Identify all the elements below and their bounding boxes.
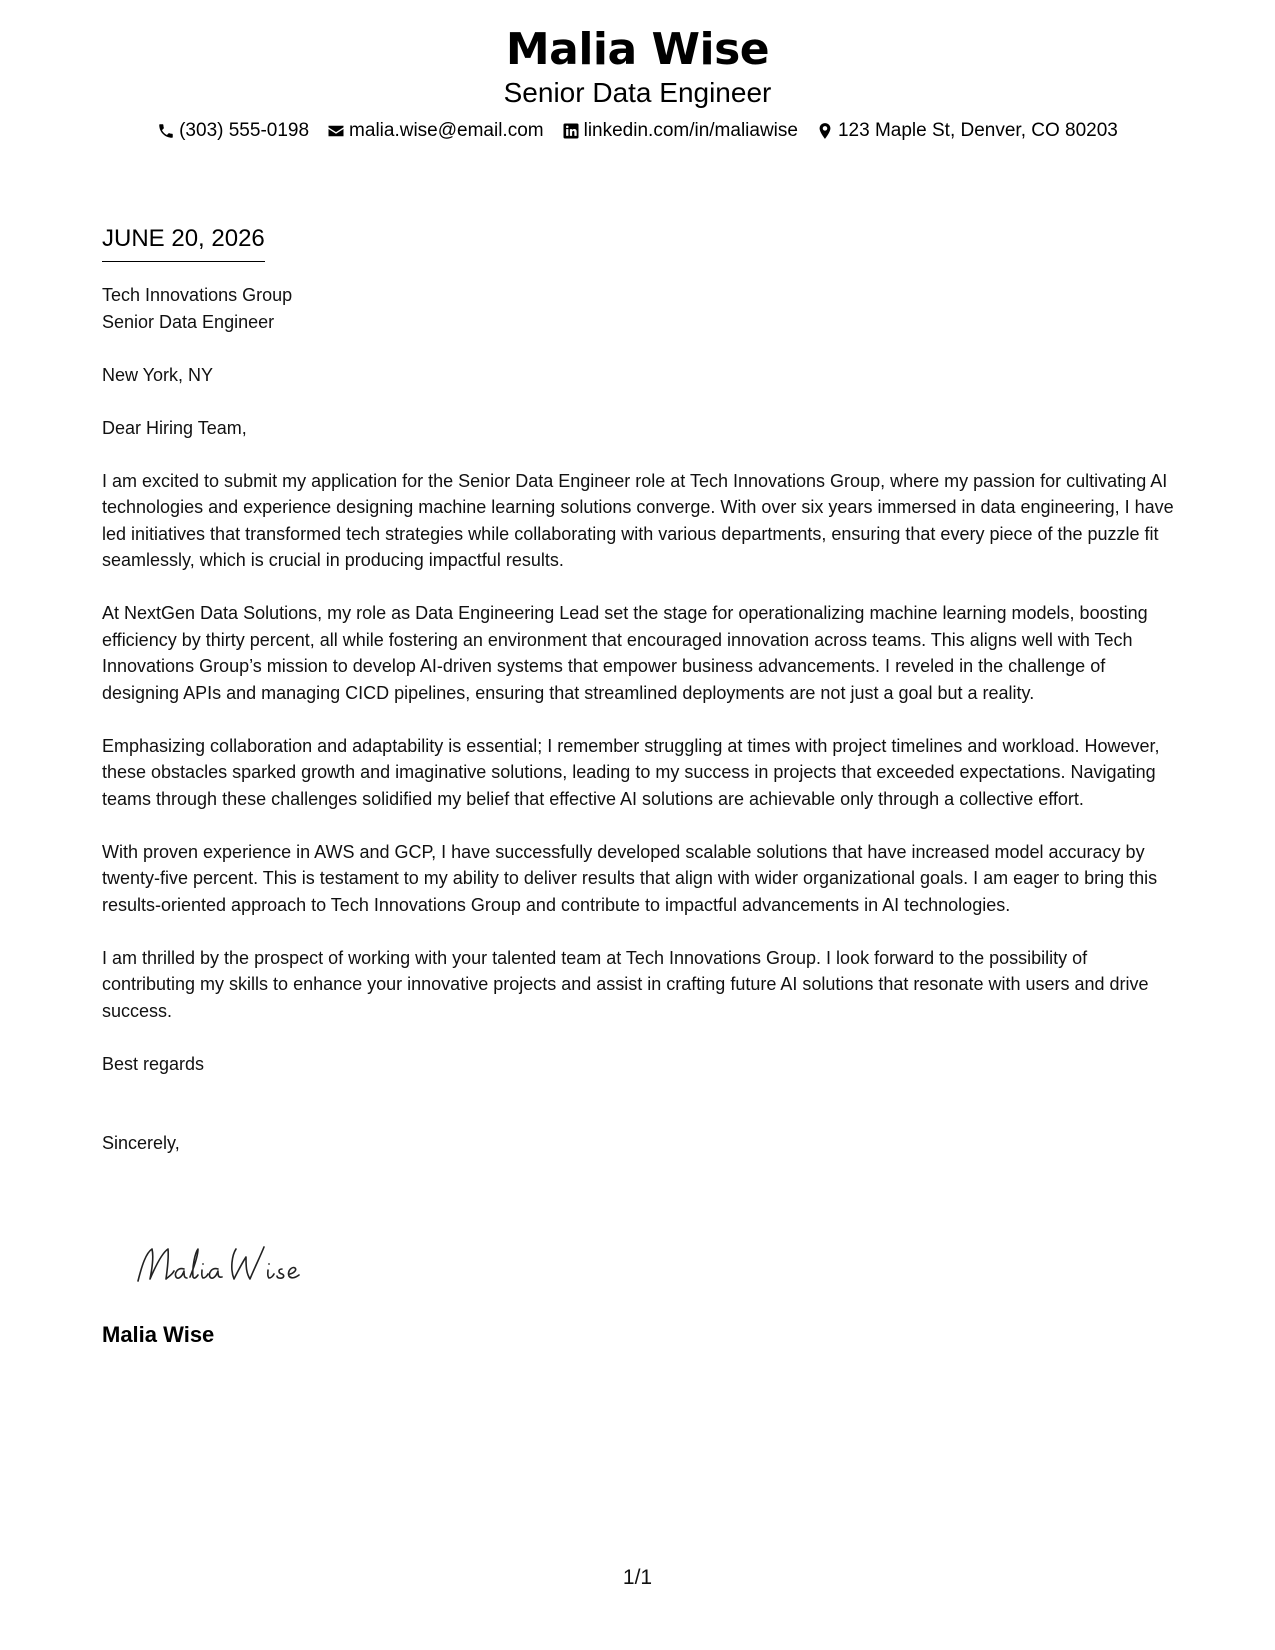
phone-text: (303) 555-0198 — [179, 120, 310, 141]
map-marker-icon — [816, 122, 834, 140]
body-paragraph: I am excited to submit my application for the Senior Data Engineer role at Tech Innovations Group, where my passion for cultivating AI technologies and experience designing machine learning solutions converge. With over six years immersed in data engineering, I have led initiatives that transformed tech strategies while collaborating with various departments, ensuring that every piece of the puzzle fit seamlessly, which is crucial in producing impactful results. — [102, 470, 1174, 570]
contact-address — [816, 118, 1118, 144]
contact-phone — [157, 118, 309, 144]
applicant-title: Senior Data Engineer — [503, 77, 772, 108]
recipient-role: Senior Data Engineer — [102, 311, 275, 332]
page-number: 1/1 — [622, 1566, 653, 1589]
letter-header — [0, 22, 1275, 144]
recipient-company: Tech Innovations Group — [102, 285, 293, 305]
body-paragraph: I am thrilled by the prospect of working with your talented team at Tech Innovations Group. I look forward to the possibility of contributing my skills to enhance your innovative projects and assist in crafting future AI solutions that resonate with users and drive success. — [102, 947, 1149, 1021]
envelope-icon — [327, 122, 345, 140]
handwritten-signature — [132, 1235, 332, 1295]
recipient-location: New York, NY — [102, 364, 214, 385]
contact-linkedin — [562, 118, 798, 144]
letter-date: JUNE 20, 2026 — [102, 223, 265, 262]
closing: Best regards — [102, 1053, 205, 1074]
sign-off: Sincerely, — [102, 1133, 180, 1153]
signer-name: Malia Wise — [102, 1322, 215, 1347]
phone-icon — [157, 122, 175, 140]
linkedin-icon — [562, 122, 580, 140]
signature-graphic — [132, 1235, 332, 1295]
salutation: Dear Hiring Team, — [102, 417, 247, 438]
linkedin-text: linkedin.com/in/maliawise — [583, 120, 798, 141]
body-paragraph: At NextGen Data Solutions, my role as Data Engineering Lead set the stage for operationalizing machine learning models, boosting efficiency by thirty percent, all while fostering an environment that encouraged innovation across teams. This aligns well with Tech Innovations Group’s mission to develop AI-driven systems that empower business advancements. I reveled in the challenge of designing APIs and managing CICD pipelines, ensuring that streamlined deployments are not just a goal but a reality. — [102, 603, 1148, 703]
contact-info — [0, 118, 1275, 144]
recipient-block — [102, 282, 1182, 335]
applicant-name: Malia Wise — [505, 24, 770, 75]
email-text: malia.wise@email.com — [349, 120, 544, 141]
contact-email — [327, 118, 544, 144]
address-text: 123 Maple St, Denver, CO 80203 — [837, 120, 1118, 141]
body-paragraph: Emphasizing collaboration and adaptability is essential; I remember struggling at times with project timelines and workload. However, these obstacles sparked growth and imaginative solutions, leading to my success in projects that exceeded expectations. Navigating teams through these challenges solidified my belief that effective AI solutions are achievable only through a collective effort. — [102, 735, 1160, 809]
body-paragraph: With proven experience in AWS and GCP, I have successfully developed scalable solutions that have increased model accuracy by twenty-five percent. This is testament to my ability to deliver results that align with wider organizational goals. I am eager to bring this results-oriented approach to Tech Innovations Group and contribute to impactful advancements in AI technologies. — [102, 841, 1158, 915]
letter-body — [102, 282, 1182, 1183]
